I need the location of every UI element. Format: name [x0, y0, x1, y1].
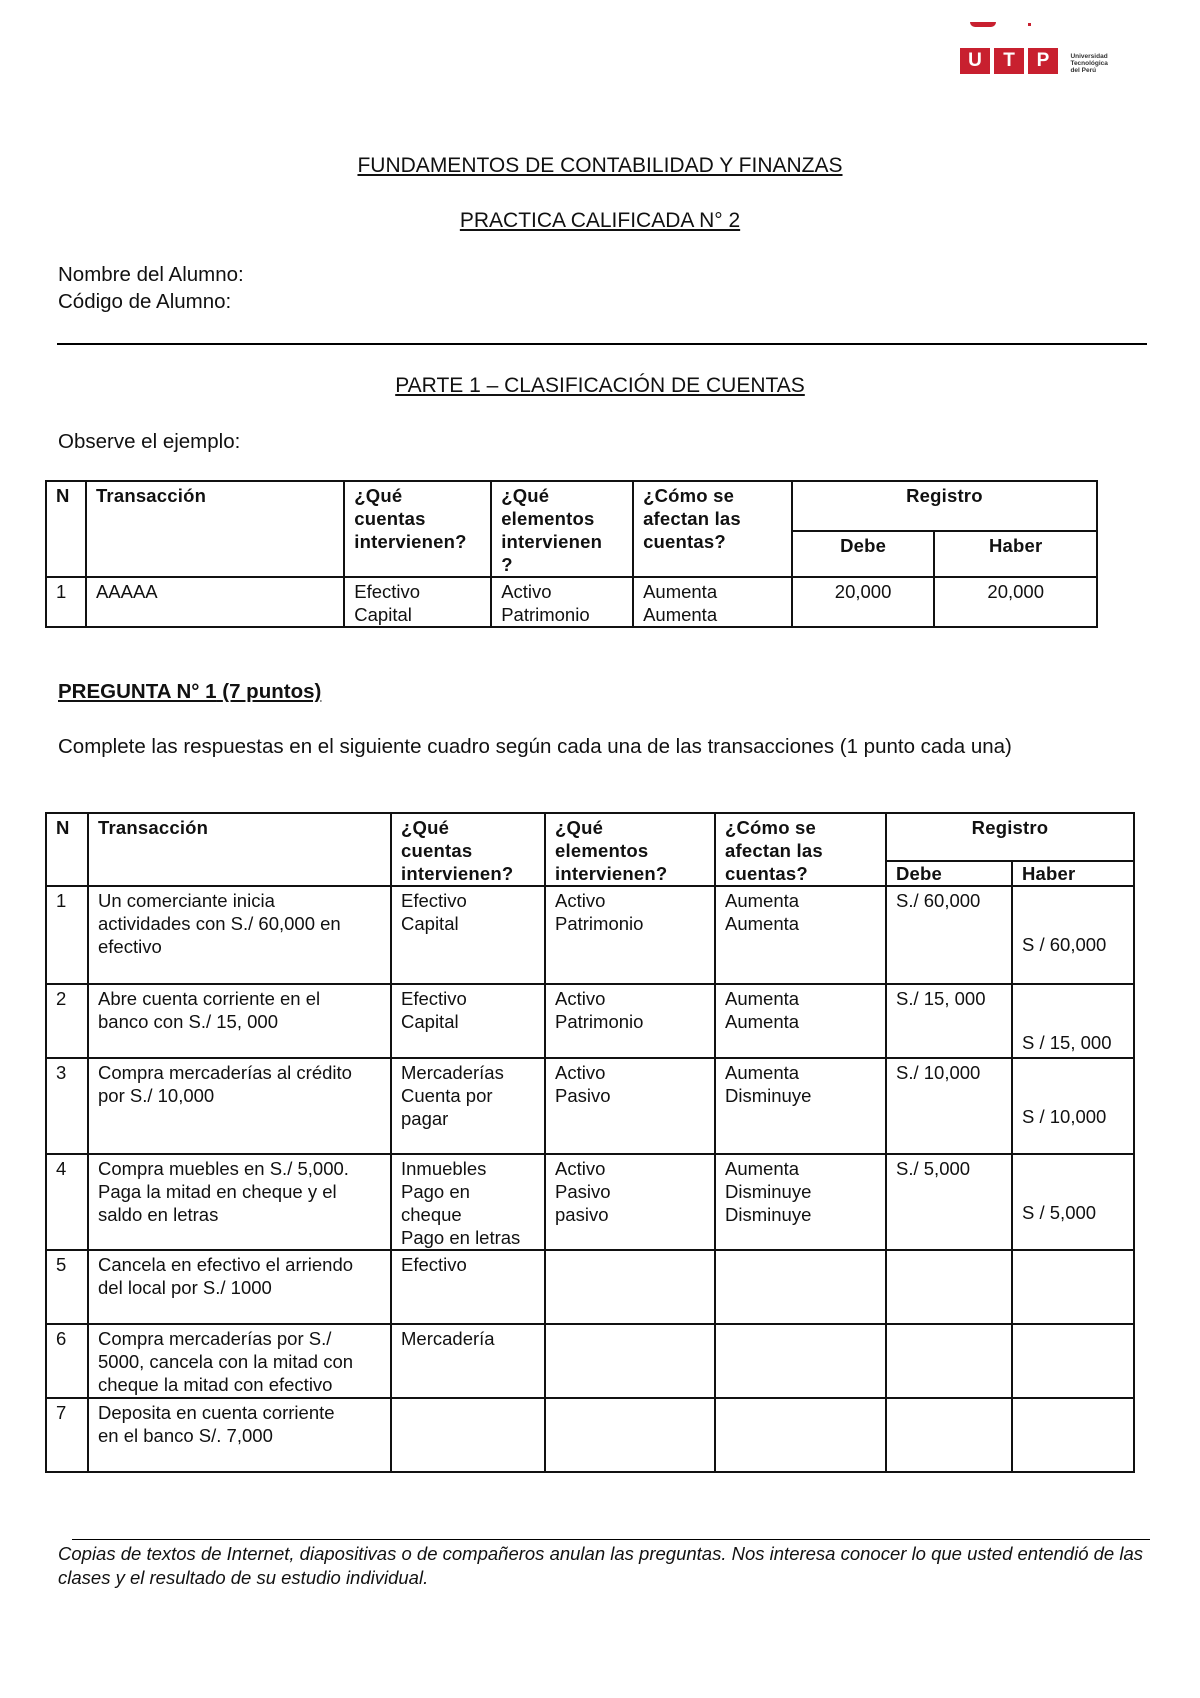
- cell-n: 5: [46, 1250, 88, 1324]
- cell-cuentas-line: Mercadería: [401, 1328, 495, 1349]
- cell-cuentas-line: Pago en: [401, 1181, 470, 1202]
- cell-transaccion-line: Un comerciante inicia: [98, 890, 275, 911]
- cell-transaccion-line: Deposita en cuenta corriente: [98, 1402, 335, 1423]
- cell-n: 4: [46, 1154, 88, 1250]
- exam-title: PRACTICA CALIFICADA N° 2: [459, 209, 741, 232]
- cell-elementos-line: Activo: [555, 890, 606, 911]
- cell-n: 7: [46, 1398, 88, 1472]
- cell-cuentas-line: Cuenta por: [401, 1085, 493, 1106]
- table-row: [46, 1058, 1134, 1154]
- table-row: [46, 984, 1134, 1058]
- cell-transaccion-line: Cancela en efectivo el arriendo: [98, 1254, 354, 1275]
- cell-elementos: Activo Patrimonio: [491, 577, 633, 627]
- footer-divider: [72, 1539, 1150, 1540]
- cell-cuentas: [391, 886, 545, 984]
- cell-cuentas-line: Pago en letras: [401, 1227, 521, 1248]
- cell-elementos: [545, 1250, 715, 1324]
- header-haber: Haber: [934, 531, 1097, 577]
- cell-elementos: [545, 1398, 715, 1472]
- cell-transaccion-line: Compra mercaderías al crédito: [98, 1062, 352, 1083]
- part1-title: PARTE 1 – CLASIFICACIÓN DE CUENTAS: [395, 374, 805, 397]
- cell-transaccion: [88, 886, 391, 984]
- cell-transaccion-line: efectivo: [98, 936, 162, 957]
- cell-haber: [1012, 1250, 1134, 1324]
- cell-elementos-line: Activo: [555, 1062, 606, 1083]
- cell-haber: [1012, 1324, 1134, 1398]
- cell-cuentas-line: Mercaderías: [401, 1062, 504, 1083]
- cell-transaccion-line: cheque la mitad con efectivo: [98, 1374, 333, 1395]
- cell-n: 3: [46, 1058, 88, 1154]
- cell-transaccion-line: por S./ 10,000: [98, 1085, 215, 1106]
- cell-elementos: [545, 1154, 715, 1250]
- cell-transaccion: AAAAA: [86, 577, 344, 627]
- cell-transaccion-line: del local por S./ 1000: [98, 1277, 272, 1298]
- cell-afectan-line: Aumenta: [725, 1011, 800, 1032]
- cell-haber-value: S / 15, 000: [1022, 1032, 1112, 1053]
- cell-elementos: [545, 1324, 715, 1398]
- logo-letter: P: [1028, 48, 1058, 74]
- cell-debe: S./ 15, 000: [886, 984, 1012, 1058]
- logo-wordmark-line: del Perú: [1070, 67, 1097, 74]
- cell-afectan: [715, 1324, 886, 1398]
- cell-afectan: [715, 1398, 886, 1472]
- cell-transaccion: [88, 1324, 391, 1398]
- cell-cuentas: [391, 984, 545, 1058]
- part1-instruction: Observe el ejemplo:: [58, 430, 241, 453]
- logo-wordmark-line: Tecnológica: [1070, 60, 1108, 67]
- question1-title: PREGUNTA N° 1: [58, 680, 217, 703]
- header-divider: [57, 343, 1147, 345]
- header-cuentas: ¿Qué cuentas intervienen?: [391, 813, 545, 886]
- cell-transaccion: [88, 1058, 391, 1154]
- header-registro: Registro: [792, 481, 1097, 531]
- cell-transaccion: [88, 1250, 391, 1324]
- header-transaccion: Transacción: [88, 813, 391, 886]
- logo-wordmark: [1070, 53, 1107, 74]
- table-row: [46, 1250, 1134, 1324]
- header-afectan: ¿Cómo se afectan las cuentas?: [715, 813, 886, 886]
- cell-elementos-line: Activo: [555, 1158, 606, 1179]
- header-elementos: ¿Qué elementos intervienen?: [545, 813, 715, 886]
- cell-elementos: [545, 1058, 715, 1154]
- cell-afectan: Aumenta Aumenta: [633, 577, 792, 627]
- cell-cuentas: [391, 1154, 545, 1250]
- cell-cuentas: Efectivo Capital: [344, 577, 491, 627]
- cell-transaccion: [88, 984, 391, 1058]
- cell-haber: [1012, 1154, 1134, 1250]
- cell-haber: [1012, 1398, 1134, 1472]
- cell-afectan-line: Aumenta: [725, 890, 800, 911]
- cell-debe: S./ 60,000: [886, 886, 1012, 984]
- logo-letter: U: [960, 48, 990, 74]
- cell-cuentas-line: pagar: [401, 1108, 449, 1129]
- table-row: [46, 1398, 1134, 1472]
- cell-haber: [1012, 984, 1134, 1058]
- cell-cuentas-line: Efectivo: [401, 890, 467, 911]
- transactions-body: [46, 886, 1134, 1472]
- cell-transaccion-line: Paga la mitad en cheque y el: [98, 1181, 337, 1202]
- cell-elementos-line: pasivo: [555, 1204, 609, 1225]
- cell-transaccion-line: 5000, cancela con la mitad con: [98, 1351, 354, 1372]
- question1-points: (7 puntos): [222, 680, 322, 703]
- utp-logo: [960, 48, 1130, 80]
- cell-haber-value: S / 10,000: [1022, 1106, 1107, 1127]
- cell-elementos: [545, 886, 715, 984]
- cell-cuentas-line: Efectivo: [401, 1254, 467, 1275]
- question1-instruction: Complete las respuestas en el siguiente cuadro según cada una de las transacciones (1 punto cada una): [58, 735, 1012, 758]
- header-n: N: [46, 813, 88, 886]
- header-debe: Debe: [792, 531, 935, 577]
- header-debe: Debe: [886, 861, 1012, 886]
- cell-transaccion-line: Abre cuenta corriente en el: [98, 988, 321, 1009]
- cell-afectan: [715, 1250, 886, 1324]
- cell-haber: [1012, 1058, 1134, 1154]
- cell-debe: [886, 1324, 1012, 1398]
- cell-cuentas-line: cheque: [401, 1204, 462, 1225]
- cell-afectan-line: Aumenta: [725, 913, 800, 934]
- course-title: FUNDAMENTOS DE CONTABILIDAD Y FINANZAS: [357, 154, 843, 177]
- cell-transaccion: [88, 1154, 391, 1250]
- cell-transaccion-line: Compra mercaderías por S./: [98, 1328, 332, 1349]
- cell-n: 1: [46, 886, 88, 984]
- cell-transaccion-line: saldo en letras: [98, 1204, 219, 1225]
- cell-haber: 20,000: [934, 577, 1097, 627]
- cell-transaccion-line: banco con S./ 15, 000: [98, 1011, 278, 1032]
- table-row: [46, 1324, 1134, 1398]
- cell-cuentas: [391, 1324, 545, 1398]
- cell-elementos-line: Activo: [555, 988, 606, 1009]
- header-afectan: ¿Cómo se afectan las cuentas?: [633, 481, 792, 577]
- logo-letter: T: [994, 48, 1024, 74]
- cell-haber-value: S / 60,000: [1022, 934, 1107, 955]
- cell-transaccion: [88, 1398, 391, 1472]
- cell-debe: S./ 5,000: [886, 1154, 1012, 1250]
- logo-accent-dot: [1028, 23, 1031, 26]
- cell-cuentas-line: Capital: [401, 1011, 459, 1032]
- cell-cuentas: [391, 1058, 545, 1154]
- cell-cuentas-line: Inmuebles: [401, 1158, 487, 1179]
- cell-afectan: [715, 1058, 886, 1154]
- cell-afectan-line: Aumenta: [725, 1062, 800, 1083]
- cell-transaccion-line: Compra muebles en S./ 5,000.: [98, 1158, 349, 1179]
- cell-debe: [886, 1398, 1012, 1472]
- cell-afectan-line: Aumenta: [725, 1158, 800, 1179]
- footer-note: Copias de textos de Internet, diapositivas o de compañeros anulan las preguntas. Nos interesa conocer lo que usted entendió de las clases y el resultado de su estudio individual.: [58, 1543, 1143, 1588]
- cell-afectan-line: Disminuye: [725, 1085, 812, 1106]
- logo-accent-mark: [970, 22, 996, 27]
- cell-haber-value: S / 5,000: [1022, 1202, 1097, 1223]
- cell-n: 6: [46, 1324, 88, 1398]
- header-registro: Registro: [886, 813, 1134, 861]
- cell-afectan-line: Disminuye: [725, 1204, 812, 1225]
- question1-heading: [58, 680, 321, 704]
- table-row: [46, 886, 1134, 984]
- cell-n: 1: [46, 577, 86, 627]
- cell-afectan: [715, 1154, 886, 1250]
- cell-afectan-line: Aumenta: [725, 988, 800, 1009]
- cell-n: 2: [46, 984, 88, 1058]
- header-cuentas: ¿Qué cuentas intervienen?: [344, 481, 491, 577]
- header-haber: Haber: [1012, 861, 1134, 886]
- cell-afectan: [715, 984, 886, 1058]
- cell-transaccion-line: actividades con S./ 60,000 en: [98, 913, 341, 934]
- cell-debe: 20,000: [792, 577, 935, 627]
- cell-elementos-line: Patrimonio: [555, 913, 644, 934]
- student-code-label: Código de Alumno:: [58, 290, 232, 313]
- cell-transaccion-line: en el banco S/. 7,000: [98, 1425, 273, 1446]
- header-elementos: ¿Qué elementos intervienen ?: [491, 481, 633, 577]
- header-transaccion: Transacción: [86, 481, 344, 577]
- example-table: [45, 480, 1098, 628]
- header-n: N: [46, 481, 86, 577]
- cell-debe: S./ 10,000: [886, 1058, 1012, 1154]
- cell-cuentas-line: Efectivo: [401, 988, 467, 1009]
- cell-debe: [886, 1250, 1012, 1324]
- cell-afectan-line: Disminuye: [725, 1181, 812, 1202]
- table-row: [46, 577, 1097, 627]
- cell-cuentas-line: Capital: [401, 913, 459, 934]
- cell-cuentas: [391, 1398, 545, 1472]
- cell-haber: [1012, 886, 1134, 984]
- cell-elementos-line: Pasivo: [555, 1181, 611, 1202]
- cell-elementos-line: Patrimonio: [555, 1011, 644, 1032]
- student-name-label: Nombre del Alumno:: [58, 263, 244, 286]
- cell-cuentas: [391, 1250, 545, 1324]
- cell-afectan: [715, 886, 886, 984]
- logo-wordmark-line: Universidad: [1070, 53, 1108, 60]
- table-row: [46, 1154, 1134, 1250]
- transactions-table: [45, 812, 1135, 1473]
- cell-elementos: [545, 984, 715, 1058]
- cell-elementos-line: Pasivo: [555, 1085, 611, 1106]
